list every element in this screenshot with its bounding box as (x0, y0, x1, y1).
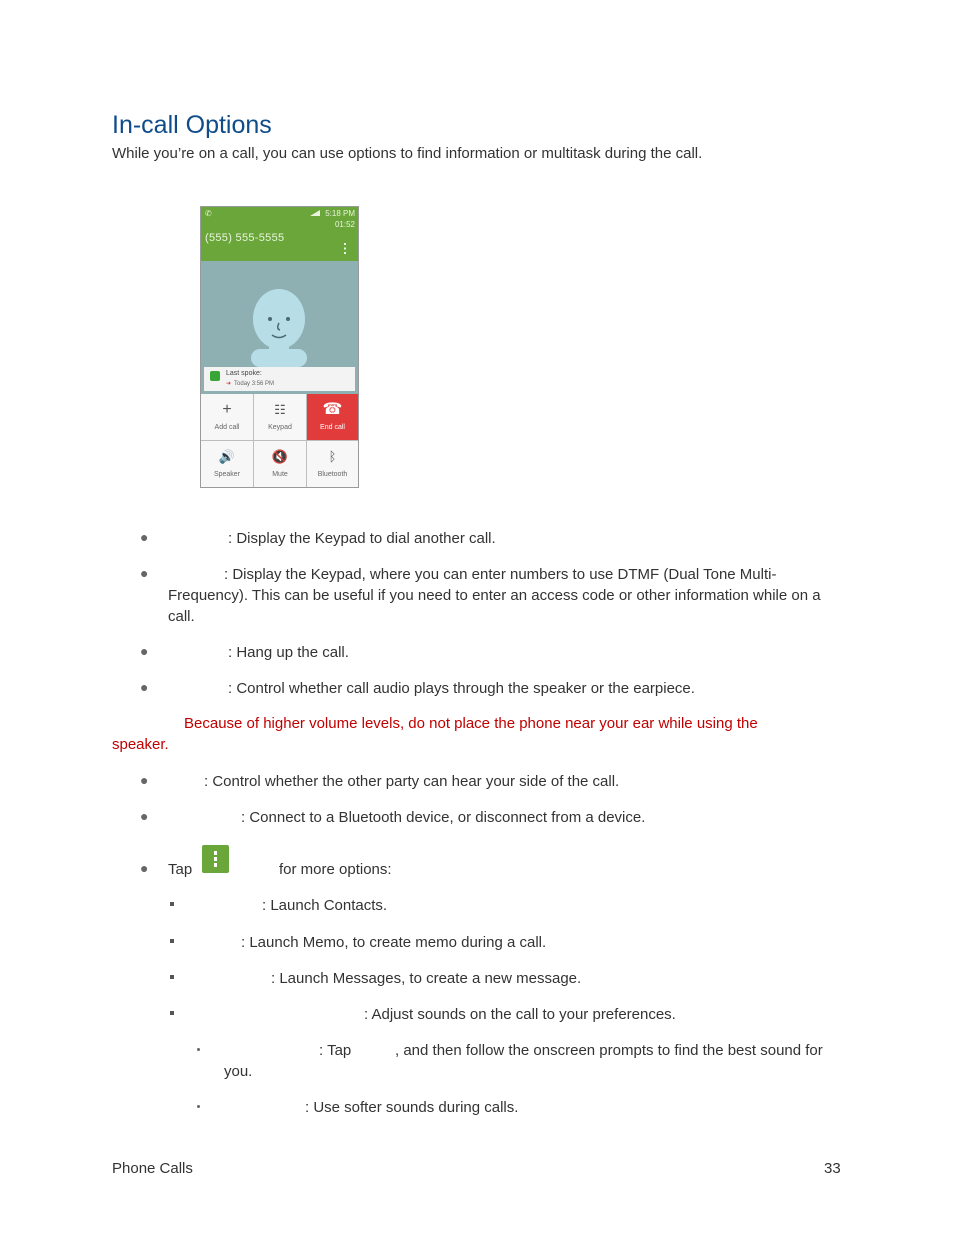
sub-bullet-marker (170, 902, 174, 906)
speaker-button[interactable]: 🔊 Speaker (201, 441, 253, 487)
speaker-icon: 🔊 (218, 449, 236, 464)
mic-off-icon: 🔇 (271, 449, 289, 464)
outgoing-arrow-icon: ➜ (226, 381, 232, 387)
sub-sub-bullet-marker (197, 1048, 200, 1051)
sub-bullet-marker (170, 1011, 174, 1015)
keypad-button[interactable]: ☷ Keypad (254, 394, 306, 440)
signal-icon (310, 210, 320, 216)
sub-sub-bullet-marker (197, 1105, 200, 1108)
contact-avatar-icon (243, 285, 315, 367)
keypad-description: : Display the Keypad, where you can enter numbers to use DTMF (Dual Tone Multi-Frequency). This can be useful if you need to enter an access code or other information while on a call. (168, 566, 821, 625)
tap-text: Tap (168, 861, 193, 878)
messages-description: : Launch Messages, to create a new message. (271, 970, 582, 987)
page-title: In-call Options (112, 111, 272, 139)
soft-sound-description: : Use softer sounds during calls. (305, 1099, 519, 1116)
mute-button[interactable]: 🔇 Mute (254, 441, 306, 487)
end-call-description: : Hang up the call. (228, 644, 349, 661)
last-spoke-time: ➜ Today 3:56 PM (226, 381, 275, 387)
sound-description: : Adjust sounds on the call to your preferences. (364, 1006, 676, 1023)
status-time: 5:18 PM (325, 209, 355, 218)
memo-description: : Launch Memo, to create memo during a call. (241, 934, 547, 951)
add-call-description: : Display the Keypad to dial another call. (228, 530, 496, 547)
more-options-text: for more options: (279, 861, 392, 878)
contacts-description: : Launch Contacts. (262, 897, 388, 914)
footer-section: Phone Calls (112, 1160, 193, 1177)
bluetooth-button[interactable]: ᛒ Bluetooth (307, 441, 358, 487)
bluetooth-icon: ᛒ (328, 449, 337, 464)
caller-number: (555) 555-5555 (205, 232, 285, 244)
dialpad-icon: ☷ (274, 402, 286, 417)
last-spoke-label: Last spoke: (226, 370, 262, 377)
hang-up-icon: ☎ (322, 401, 343, 418)
last-spoke-card (204, 367, 355, 391)
bullet-marker: ● (140, 643, 149, 659)
warning-note: Because of higher volume levels, do not place the phone near your ear while using the speaker. (112, 715, 758, 753)
plus-icon: + (222, 401, 232, 418)
bullet-marker: ● (140, 808, 149, 824)
call-header (201, 207, 358, 261)
mute-description: : Control whether the other party can hear your side of the call. (204, 773, 620, 790)
more-options-icon (202, 845, 229, 873)
call-log-icon (210, 371, 220, 381)
more-options-icon[interactable] (344, 243, 346, 254)
bullet-marker: ● (140, 679, 149, 695)
personalize-description: , and then follow the onscreen prompts to find the best sound for you. (224, 1042, 823, 1080)
call-controls (201, 394, 358, 487)
phone-icon: ✆ (205, 209, 212, 218)
in-call-screenshot (200, 206, 359, 488)
bullet-marker: ● (140, 565, 149, 581)
bullet-marker: ● (140, 772, 149, 788)
page-number: 33 (824, 1160, 841, 1177)
add-call-button[interactable]: + Add call (201, 394, 253, 440)
bullet-marker: ● (140, 860, 149, 876)
bluetooth-description: : Connect to a Bluetooth device, or disconnect from a device. (241, 809, 646, 826)
call-timer: 01:52 (334, 220, 355, 229)
end-call-button[interactable]: ☎ End call (307, 394, 358, 440)
intro-text: While you’re on a call, you can use options to find information or multitask during the call. (112, 145, 703, 162)
sub-bullet-marker (170, 975, 174, 979)
personalize-tap-text: : Tap (319, 1042, 352, 1059)
sub-bullet-marker (170, 939, 174, 943)
speaker-description: : Control whether call audio plays through the speaker or the earpiece. (228, 680, 695, 697)
bullet-marker: ● (140, 529, 149, 545)
